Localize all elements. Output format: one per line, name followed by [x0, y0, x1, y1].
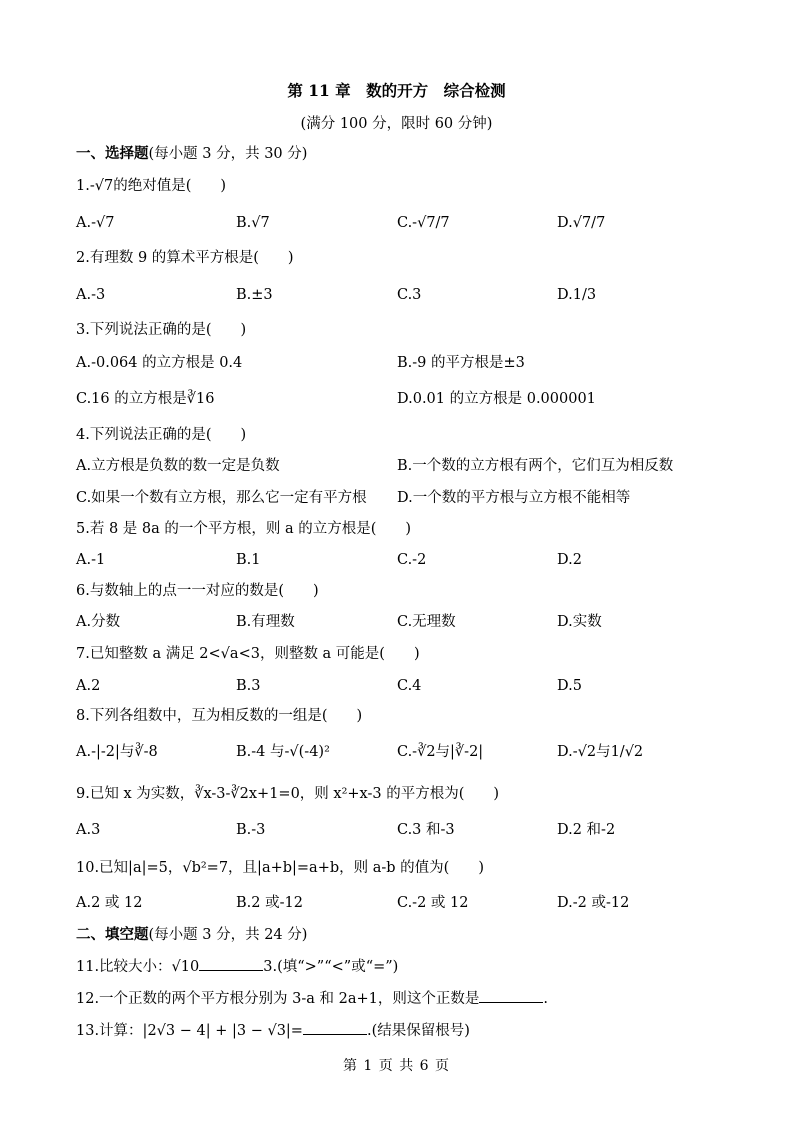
option-d: D.一个数的平方根与立方根不能相等 — [397, 490, 631, 506]
option-c: C.-√7/7 — [397, 215, 450, 231]
option-a: A.2 或 12 — [76, 895, 143, 911]
option-c: C.4 — [397, 678, 422, 694]
question-text: . — [543, 991, 549, 1007]
page-title: 第 11 章 数的开方 综合检测 — [287, 81, 506, 100]
option-a: A.立方根是负数的数一定是负数 — [76, 458, 280, 474]
question-12 — [76, 988, 548, 1009]
question-text: 11.比较大小：√10 — [76, 959, 200, 975]
option-c: C.3 和-3 — [397, 822, 455, 838]
answer-blank — [199, 956, 263, 971]
page-footer: 第 1 页 共 6 页 — [342, 1058, 451, 1074]
section-title: 二、填空题 — [76, 926, 149, 943]
option-b: B.2 或-12 — [236, 895, 303, 911]
option-d: D.0.01 的立方根是 0.000001 — [397, 391, 596, 407]
option-c: C.-2 或 12 — [397, 895, 469, 911]
exam-subtitle: (满分 100 分，限时 60 分钟) — [300, 116, 493, 132]
answer-blank — [303, 1020, 367, 1035]
option-d: D.-√2与1/√2 — [557, 744, 644, 760]
section-title: 一、选择题 — [76, 145, 149, 162]
question-stem: 3.下列说法正确的是( ) — [76, 322, 247, 338]
option-a: A.3 — [76, 822, 101, 838]
option-b: B.-9 的平方根是±3 — [397, 355, 525, 371]
question-text: .(结果保留根号) — [366, 1023, 470, 1039]
answer-blank — [479, 988, 543, 1003]
option-b: B.√7 — [236, 215, 270, 231]
option-c: C.-∛2与|∛-2| — [397, 744, 484, 760]
question-text: 13.计算：|2√3 − 4| + |3 − √3|= — [76, 1023, 303, 1039]
option-b: B.有理数 — [236, 614, 295, 630]
section-note: (每小题 3 分，共 30 分) — [148, 146, 308, 162]
option-b: B.一个数的立方根有两个，它们互为相反数 — [397, 458, 674, 474]
option-c: C.-2 — [397, 552, 427, 568]
option-a: A.分数 — [76, 614, 121, 630]
option-d: D.1/3 — [557, 287, 597, 303]
option-d: D.2 — [557, 552, 582, 568]
option-a: A.-√7 — [76, 215, 115, 231]
option-c: C.3 — [397, 287, 422, 303]
option-b: B.1 — [236, 552, 261, 568]
option-b: B.±3 — [236, 287, 273, 303]
option-c: C.如果一个数有立方根，那么它一定有平方根 — [76, 490, 367, 506]
question-text: 3.(填“>”“<”或“=”) — [263, 959, 399, 975]
option-a: A.-3 — [76, 287, 106, 303]
option-d: D.5 — [557, 678, 582, 694]
question-stem: 7.已知整数 a 满足 2<√a<3，则整数 a 可能是( ) — [76, 646, 420, 662]
option-b: B.-3 — [236, 822, 266, 838]
option-a: A.2 — [76, 678, 101, 694]
section-heading-fill — [76, 925, 307, 945]
question-stem: 10.已知|a|=5，√b²=7，且|a+b|=a+b，则 a-b 的值为( ) — [76, 860, 484, 876]
option-a: A.-|-2|与∛-8 — [76, 744, 158, 760]
option-a: A.-0.064 的立方根是 0.4 — [76, 355, 243, 371]
question-stem: 4.下列说法正确的是( ) — [76, 427, 247, 443]
question-stem: 1.-√7的绝对值是( ) — [76, 178, 227, 194]
option-d: D.2 和-2 — [557, 822, 616, 838]
question-stem: 8.下列各组数中，互为相反数的一组是( ) — [76, 708, 363, 724]
question-text: 12.一个正数的两个平方根分别为 3-a 和 2a+1，则这个正数是 — [76, 991, 480, 1007]
question-11 — [76, 956, 398, 977]
option-d: D.-2 或-12 — [557, 895, 630, 911]
option-c: C.16 的立方根是∛16 — [76, 391, 215, 407]
option-a: A.-1 — [76, 552, 106, 568]
option-d: D.√7/7 — [557, 215, 606, 231]
section-note: (每小题 3 分，共 24 分) — [148, 927, 308, 943]
option-b: B.-4 与-√(-4)² — [236, 744, 330, 760]
option-d: D.实数 — [557, 614, 602, 630]
question-stem: 6.与数轴上的点一一对应的数是( ) — [76, 583, 319, 599]
question-stem: 9.已知 x 为实数，∛x-3-∛2x+1=0，则 x²+x-3 的平方根为( ) — [76, 786, 500, 802]
option-b: B.3 — [236, 678, 261, 694]
section-heading-choice — [76, 144, 307, 164]
question-13 — [76, 1020, 470, 1041]
question-stem: 5.若 8 是 8a 的一个平方根，则 a 的立方根是( ) — [76, 521, 412, 537]
question-stem: 2.有理数 9 的算术平方根是( ) — [76, 250, 294, 266]
option-c: C.无理数 — [397, 614, 456, 630]
